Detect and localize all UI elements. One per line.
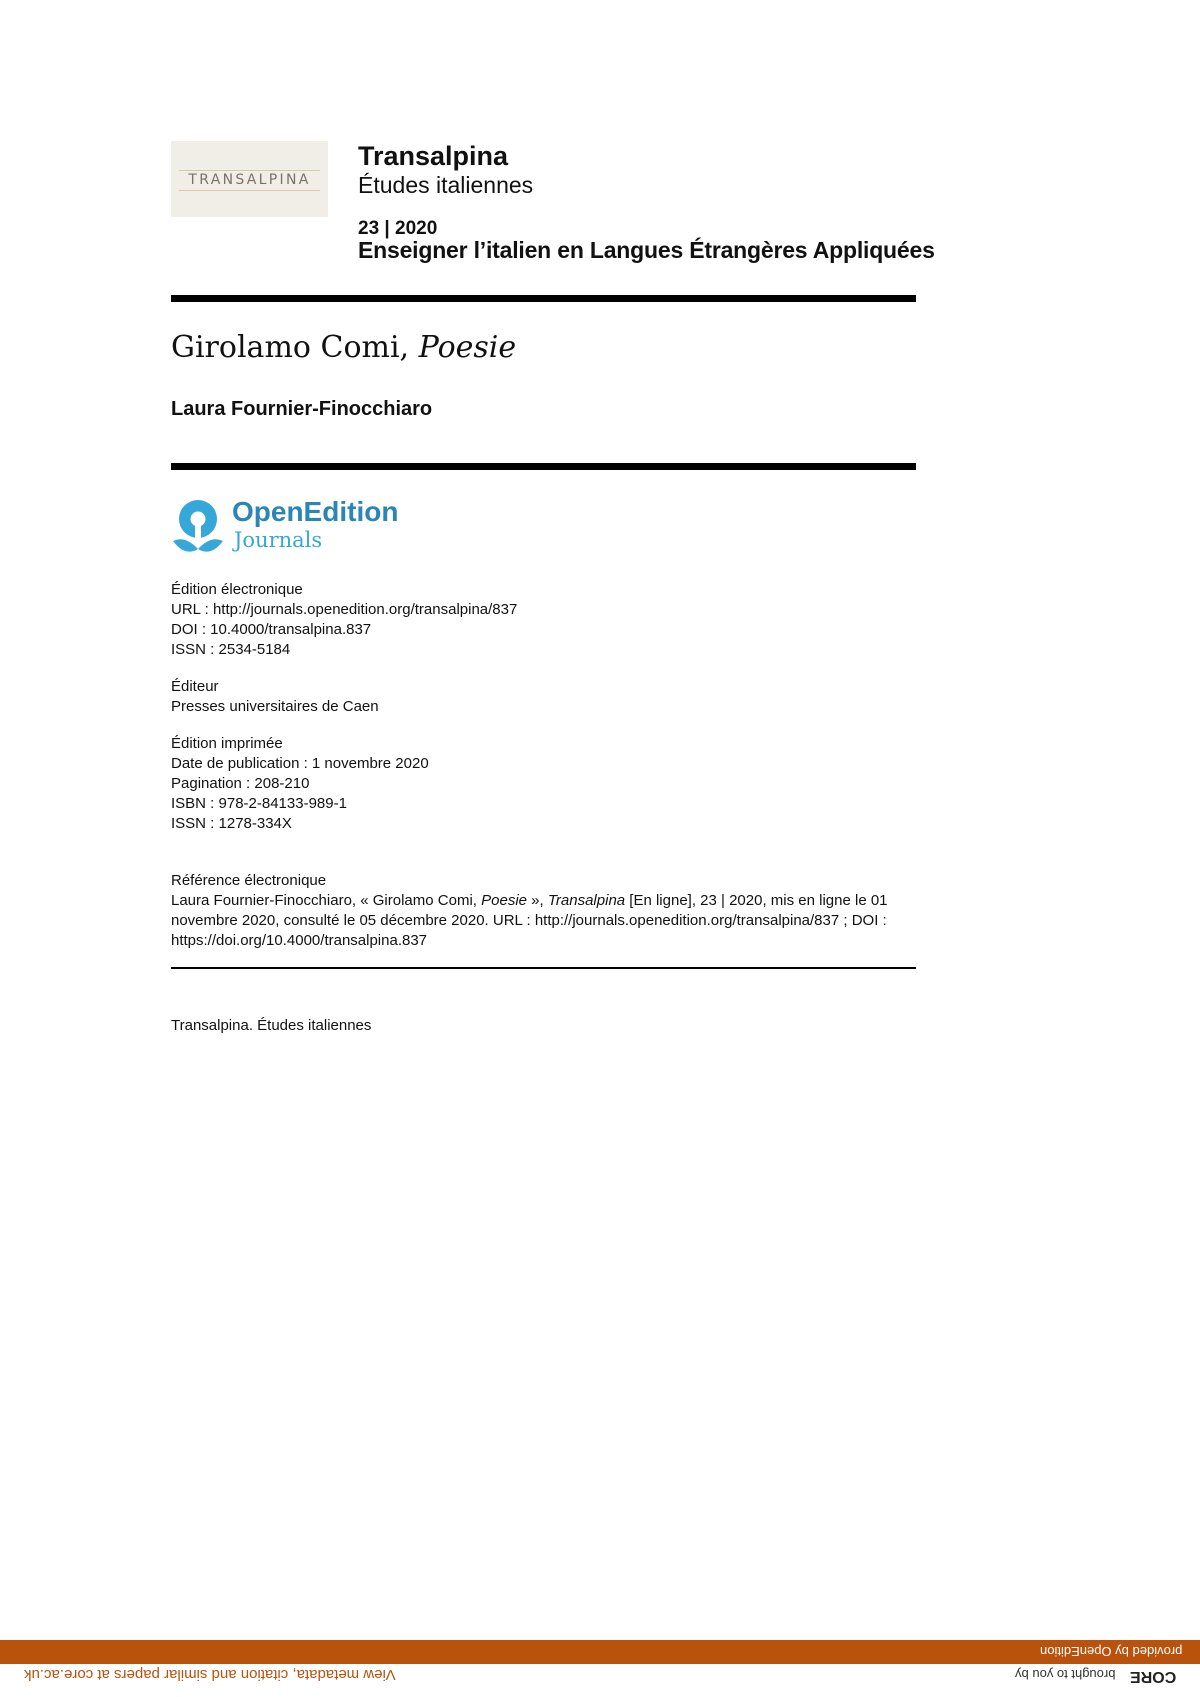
core-view-metadata-link[interactable]: View metadata, citation and similar papers at core.ac.uk <box>24 1666 396 1683</box>
electronic-issn: ISSN : 2534-5184 <box>171 641 291 658</box>
logo-rule-bottom <box>179 190 320 191</box>
footer-journal: Transalpina. Études italiennes <box>171 1017 372 1034</box>
core-banner-bar <box>0 1640 1200 1664</box>
journal-title: Transalpina <box>358 141 509 171</box>
reference-heading: Référence électronique <box>171 872 327 889</box>
article-title <box>171 330 516 365</box>
reference-part-3[interactable]: [En ligne], 23 | 2020, mis en ligne le 01 novembre 2020, consulté le 05 décembre 2020. URL : http://journals.openedition.org/transalpina/837 ; DOI : https://doi.org/10.4000/transalpina.837 <box>171 892 888 949</box>
publisher-name: Presses universitaires de Caen <box>171 698 379 715</box>
issue-title: Enseigner l’italien en Langues Étrangères Appliquées <box>358 237 935 263</box>
print-date: Date de publication : 1 novembre 2020 <box>171 755 429 772</box>
print-pagination: Pagination : 208-210 <box>171 775 310 792</box>
reference-part-1: Laura Fournier-Finocchiaro, « Girolamo Comi, <box>171 892 482 909</box>
print-issn: ISSN : 1278-334X <box>171 815 292 832</box>
divider-bottom <box>171 967 916 969</box>
publisher-heading: Éditeur <box>171 678 219 695</box>
journal-logo <box>171 141 328 217</box>
reference-italic-2: Transalpina <box>547 892 626 909</box>
reference-italic-1: Poesie <box>481 892 527 909</box>
publisher-block <box>171 677 379 717</box>
print-isbn: ISBN : 978-2-84133-989-1 <box>171 795 347 812</box>
openedition-logo-icon <box>171 499 225 561</box>
core-brought-to-you: brought to you by <box>1015 1667 1116 1682</box>
electronic-url[interactable]: URL : http://journals.openedition.org/transalpina/837 <box>171 601 518 618</box>
electronic-edition-block <box>171 580 517 660</box>
openedition-name: OpenEdition <box>232 496 399 527</box>
core-provided-by[interactable]: provided by OpenEdition <box>1040 1644 1183 1659</box>
electronic-doi[interactable]: DOI : 10.4000/transalpina.837 <box>171 621 372 638</box>
divider-middle <box>171 463 916 470</box>
electronic-edition-heading: Édition électronique <box>171 581 303 598</box>
article-title-main: Girolamo Comi, <box>171 330 419 365</box>
logo-text: TRANSALPINA <box>188 172 311 188</box>
issue-number: 23 | 2020 <box>358 218 438 239</box>
divider-top <box>171 295 916 302</box>
logo-rule-top <box>179 170 320 171</box>
print-edition-heading: Édition imprimée <box>171 735 283 752</box>
print-edition-block <box>171 734 429 834</box>
reference-part-2: », <box>527 892 548 909</box>
journal-subtitle: Études italiennes <box>358 172 534 198</box>
core-logo-text[interactable]: CORE <box>1130 1668 1177 1685</box>
article-author: Laura Fournier-Finocchiaro <box>171 398 433 420</box>
reference-citation <box>171 891 911 951</box>
article-title-italic: Poesie <box>418 330 517 365</box>
openedition-journals: Journals <box>234 528 323 552</box>
